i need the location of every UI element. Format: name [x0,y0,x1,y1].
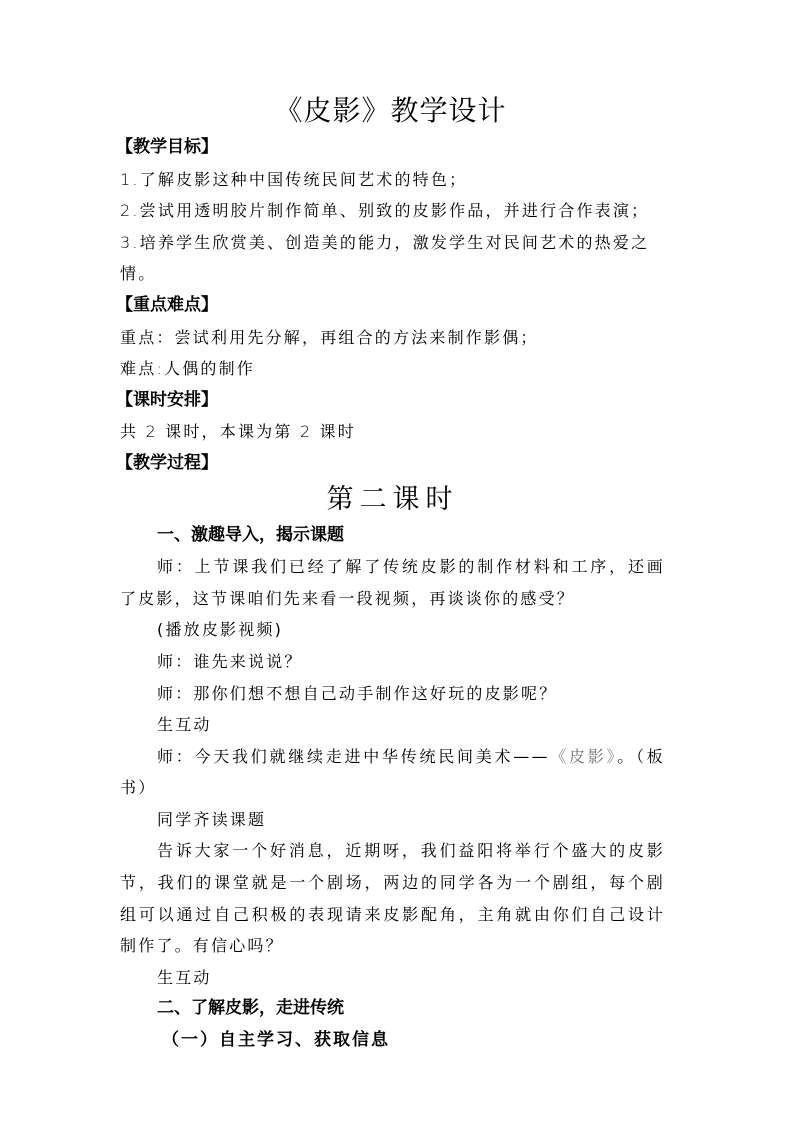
part2-heading: 二、了解皮影，走进传统 [157,998,344,1019]
difficulty-text: 难点:人偶的制作 [120,359,255,379]
part1-paragraph-8: 告诉大家一个好消息，近期呀，我们益阳将举行个盛大的皮影节，我们的课堂就是一个剧场，两边的同学各为一个剧组，每个剧组可以通过自己积极的表现请来皮影配角，主角就由你们自己设计制作了。有信心吗？ [120,841,665,956]
part1-paragraph-2: (播放皮影视频) [157,620,284,640]
part1-heading: 一、激趣导入，揭示课题 [157,524,344,545]
part1-paragraph-7: 同学齐读课题 [157,809,267,829]
schedule-heading: 【课时安排】 [116,389,218,410]
part1-paragraph-9: 生互动 [157,967,212,987]
lesson-title: 第二课时 [326,483,459,515]
p6-after: 。（板书） [120,746,666,798]
objective-item-1: 1.了解皮影这种中国传统民间艺术的特色； [120,169,468,189]
key-point-text: 重点：尝试利用先分解，再组合的方法来制作影偶； [120,327,539,347]
objective-item-2: 2.尝试用透明胶片制作简单、别致的皮影作品，并进行合作表演； [120,201,650,221]
key-points-heading: 【重点难点】 [116,294,218,315]
objective-item-3: 3.培养学生欣赏美、创造美的能力，激发学生对民间艺术的热爱之 [120,232,650,252]
part2-subsection-1: （一）自主学习、获取信息 [162,1030,390,1051]
part1-paragraph-4: 师：那你们想不想自己动手制作这好玩的皮影呢？ [157,683,558,703]
part1-paragraph-6 [120,741,665,804]
part1-paragraph-3: 师：谁先来说说？ [157,651,303,671]
objectives-heading: 【教学目标】 [116,137,218,157]
p6-before: 师：今天我们就继续走进中华传统民间美术—— [157,746,550,766]
part1-paragraph-5: 生互动 [157,715,212,735]
schedule-text: 共 2 课时，本课为第 2 课时 [120,422,356,442]
objective-item-3-cont: 情。 [120,264,157,284]
document-page [116,90,666,1057]
p6-highlight-title: 《皮影》 [549,746,618,766]
document-title: 《皮影》教学设计 [274,94,507,127]
part1-paragraph-1: 师：上节课我们已经了解了传统皮影的制作材料和工序，还画了皮影，这节课咱们先来看一段视频，再谈谈你的感受？ [120,557,665,608]
process-heading: 【教学过程】 [116,452,218,473]
